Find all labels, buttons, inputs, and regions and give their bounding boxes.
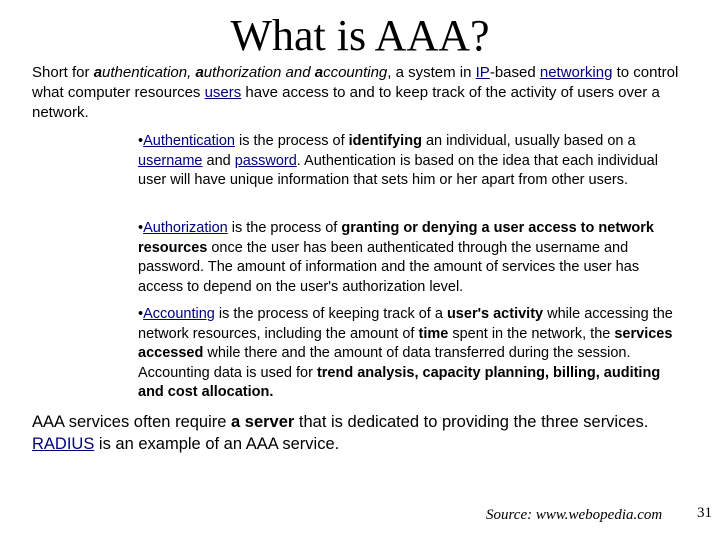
bullet-accounting	[138, 305, 686, 403]
bullet-bold: time	[418, 325, 449, 342]
bullet-text: an individual, usually based on a	[421, 133, 636, 149]
bullet-text: is the process of	[227, 220, 342, 236]
ip-link[interactable]: IP	[475, 64, 490, 81]
intro-ac-letter: a	[314, 64, 324, 81]
bullet-text: while accessing the network resources, including the amount of	[138, 306, 673, 342]
intro-a-letter: a	[93, 64, 103, 81]
bullet-text: is the process of	[234, 133, 349, 149]
networking-link[interactable]: networking	[539, 64, 613, 81]
intro-accounting: ccounting	[323, 64, 388, 81]
outro-paragraph	[32, 411, 692, 455]
page-number: 31	[697, 505, 712, 521]
radius-link[interactable]: RADIUS	[32, 435, 95, 453]
bullet-text: and	[202, 152, 235, 169]
bullet-dot: •	[138, 306, 144, 322]
bullet-text: spent in the network, the	[448, 325, 615, 342]
authorization-link[interactable]: Authorization	[143, 220, 228, 236]
outro-text: is an example of an AAA service.	[94, 435, 340, 453]
bullet-text: while there and the amount of data transferred during the session. Accounting data is used for	[138, 345, 631, 381]
outro-bold: a server	[231, 413, 295, 431]
outro-text: that is dedicated to providing the three services.	[294, 413, 649, 431]
bullet-dot: •	[138, 133, 144, 149]
intro-authentication: uthentication,	[102, 64, 196, 81]
bullet-bold: services accessed	[138, 325, 673, 362]
bullet-text: is the process of keeping track of a	[214, 306, 447, 322]
bullet-authentication	[138, 132, 686, 191]
bullet-bold: trend analysis, capacity planning, billing, auditing and cost allocation.	[138, 364, 661, 401]
intro-text: Short for	[32, 64, 94, 81]
bullet-bold: granting or denying a user access to network resources	[138, 220, 654, 256]
bullet-bold: identifying	[348, 133, 422, 149]
users-link[interactable]: users	[204, 84, 242, 101]
source-citation: Source: www.webopedia.com	[486, 507, 663, 523]
intro-authorization: uthorization and	[203, 64, 315, 81]
bullet-dot: •	[138, 220, 144, 236]
bullet-text: . Authentication is based on the idea that each individual user will have unique information that sets him or her apart from other users.	[138, 152, 658, 189]
intro-paragraph	[32, 63, 692, 123]
intro-au-letter: a	[195, 64, 204, 81]
bullet-text: once the user has been authenticated through the username and password. The amount of information and the amount of services the user has access to depend on the user's authorization level.	[138, 239, 640, 295]
intro-text: to control what computer resources	[32, 64, 679, 101]
bullet-authorization	[138, 219, 686, 297]
username-link[interactable]: username	[138, 152, 203, 169]
authentication-link[interactable]: Authentication	[143, 133, 235, 149]
bullet-bold: user's activity	[446, 306, 544, 322]
slide-title: What is AAA?	[230, 11, 490, 60]
password-link[interactable]: password	[234, 152, 297, 169]
accounting-link[interactable]: Accounting	[143, 306, 215, 322]
intro-text: -based	[489, 64, 540, 81]
outro-text: AAA services often require	[32, 413, 232, 431]
intro-text: , a system in	[387, 64, 476, 81]
intro-text: have access to and to keep track of the activity of users over a network.	[32, 84, 660, 121]
